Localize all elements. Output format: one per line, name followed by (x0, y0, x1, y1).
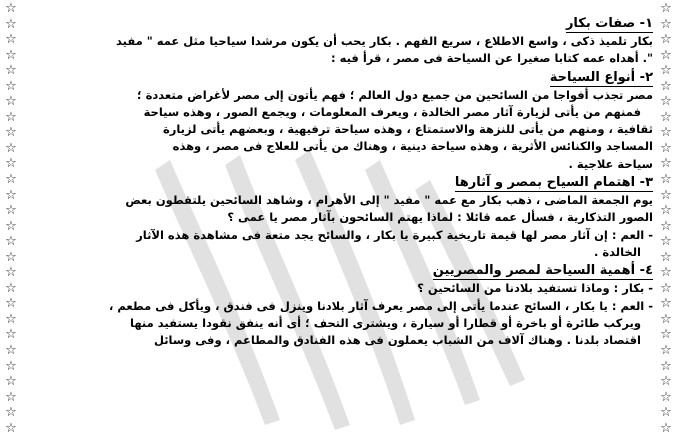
star-icon: ☆ (5, 405, 17, 421)
star-icon: ☆ (660, 16, 672, 32)
star-icon: ☆ (5, 311, 17, 327)
section-tourism-types (24, 68, 653, 173)
star-icon: ☆ (660, 1, 672, 16)
star-icon: ☆ (660, 140, 672, 156)
star-icon: ☆ (660, 78, 672, 94)
star-icon: ☆ (5, 249, 17, 265)
star-icon: ☆ (5, 187, 17, 203)
paragraph-line: الصور التذكارية ، فسأل عمه قائلا : لماذا يهتم السائحون بآثار مصر يا عمى ؟ (227, 210, 653, 225)
star-icon: ☆ (5, 125, 17, 141)
star-icon: ☆ (660, 125, 672, 141)
star-icon: ☆ (660, 405, 672, 421)
paragraph-line: الخالدة . (594, 244, 641, 259)
star-icon: ☆ (660, 311, 672, 327)
star-icon: ☆ (660, 94, 672, 110)
star-icon: ☆ (5, 203, 17, 219)
paragraph-line: ثقافية ، ومنهم من يأتى للنزهة والاستمتاع ، وهذه سياحة ترفيهية ، وبعضهم يأتى لزيارة (162, 122, 653, 137)
star-icon: ☆ (5, 32, 17, 48)
star-icon: ☆ (660, 389, 672, 405)
star-icon: ☆ (660, 249, 672, 265)
paragraph-line: ويركب طائرة أو باخرة أو قطارا أو سيارة ، ويشترى التحف ؛ أى أنه ينفق نقودا يستفيد منها (130, 315, 641, 330)
star-icon: ☆ (660, 109, 672, 125)
star-icon: ☆ (660, 280, 672, 296)
section-tourist-interest (24, 173, 653, 261)
paragraph-line: - بكار : وماذا تستفيد بلادنا من السائحين ؟ (417, 281, 653, 296)
star-icon: ☆ (5, 374, 17, 390)
star-icon: ☆ (660, 296, 672, 312)
star-icon: ☆ (660, 203, 672, 219)
star-icon: ☆ (660, 218, 672, 234)
paragraph-line: اقتصاد بلدنا . وهناك آلاف من الشباب يعملون فى هذه الفنادق والمطاعم ، وفى وسائل (153, 333, 641, 348)
star-icon: ☆ (5, 343, 17, 359)
star-icon: ☆ (660, 47, 672, 63)
paragraph-line: يوم الجمعة الماضى ، ذهب بكار مع عمه " مفيد " إلى الأهرام ، وشاهد السائحين يلتقطون بعض (125, 193, 653, 208)
star-icon: ☆ (660, 156, 672, 172)
star-icon: ☆ (5, 280, 17, 296)
document-body (24, 14, 653, 349)
star-icon: ☆ (660, 172, 672, 188)
paragraph-line: سياحة علاجية . (568, 156, 653, 171)
paragraph-line: ". أهداه عمه كتابا صغيرا عن السياحة فى مصر ، قرأ فيه : (331, 51, 653, 66)
star-icon: ☆ (660, 234, 672, 250)
star-icon: ☆ (5, 109, 17, 125)
section-heading: ٢- أنواع السياحة (549, 69, 653, 85)
star-icon: ☆ (5, 265, 17, 281)
star-icon: ☆ (5, 156, 17, 172)
right-star-border (655, 0, 677, 437)
star-icon: ☆ (5, 172, 17, 188)
paragraph-line: - العم : إن آثار مصر لها قيمة تاريخية كبيرة يا بكار ، والسائح يجد متعة فى مشاهدة هذه الآثار (136, 227, 653, 242)
section-tourism-importance (24, 261, 653, 349)
star-icon: ☆ (5, 16, 17, 32)
section-heading: ٤- أهمية السياحة لمصر والمصريين (432, 263, 653, 279)
star-icon: ☆ (5, 327, 17, 343)
paragraph-line: بكار تلميذ ذكى ، واسع الاطلاع ، سريع الفهم . بكار يحب أن يكون مرشدا سياحيا مثل عمه " مفيد (115, 34, 653, 48)
star-icon: ☆ (5, 234, 17, 250)
star-icon: ☆ (5, 296, 17, 312)
star-icon: ☆ (5, 1, 17, 16)
star-icon: ☆ (660, 327, 672, 343)
star-icon: ☆ (660, 343, 672, 359)
paragraph-line: - العم : يا بكار ، السائح عندما يأتى إلى مصر يعرف آثار بلادنا وينزل فى فندق ، ويأكل فى مطعم ، (109, 298, 653, 313)
star-icon: ☆ (5, 358, 17, 374)
left-star-border (0, 0, 22, 437)
star-icon: ☆ (660, 187, 672, 203)
star-icon: ☆ (660, 420, 672, 436)
star-icon: ☆ (660, 358, 672, 374)
star-icon: ☆ (5, 420, 17, 436)
star-icon: ☆ (5, 389, 17, 405)
paragraph-line: المساجد والكنائس الأثرية ، وهذه سياحة دينية ، وهناك من يأتى للعلاج فى مصر ، وهذه (172, 139, 653, 154)
star-icon: ☆ (660, 265, 672, 281)
star-icon: ☆ (5, 63, 17, 79)
section-qualities (24, 14, 653, 68)
section-heading: ١- صفات بكار (565, 16, 653, 31)
star-icon: ☆ (5, 47, 17, 63)
star-icon: ☆ (660, 63, 672, 79)
paragraph-line: فمنهم من يأتى لزيارة آثار مصر الخالدة ، ويعرف المعلومات ، ويجمع الصور ، وهذه سياحة (143, 104, 641, 119)
star-icon: ☆ (660, 32, 672, 48)
section-heading: ٣- اهتمام السياح بمصر و آثارها (454, 175, 653, 191)
star-icon: ☆ (5, 94, 17, 110)
paragraph-line: مصر تجذب أفواجا من السائحين من جميع دول العالم ؛ فهم يأتون إلى مصر لأغراض متعددة ؛ (137, 87, 653, 102)
star-icon: ☆ (5, 218, 17, 234)
star-icon: ☆ (660, 374, 672, 390)
star-icon: ☆ (5, 78, 17, 94)
star-icon: ☆ (5, 140, 17, 156)
